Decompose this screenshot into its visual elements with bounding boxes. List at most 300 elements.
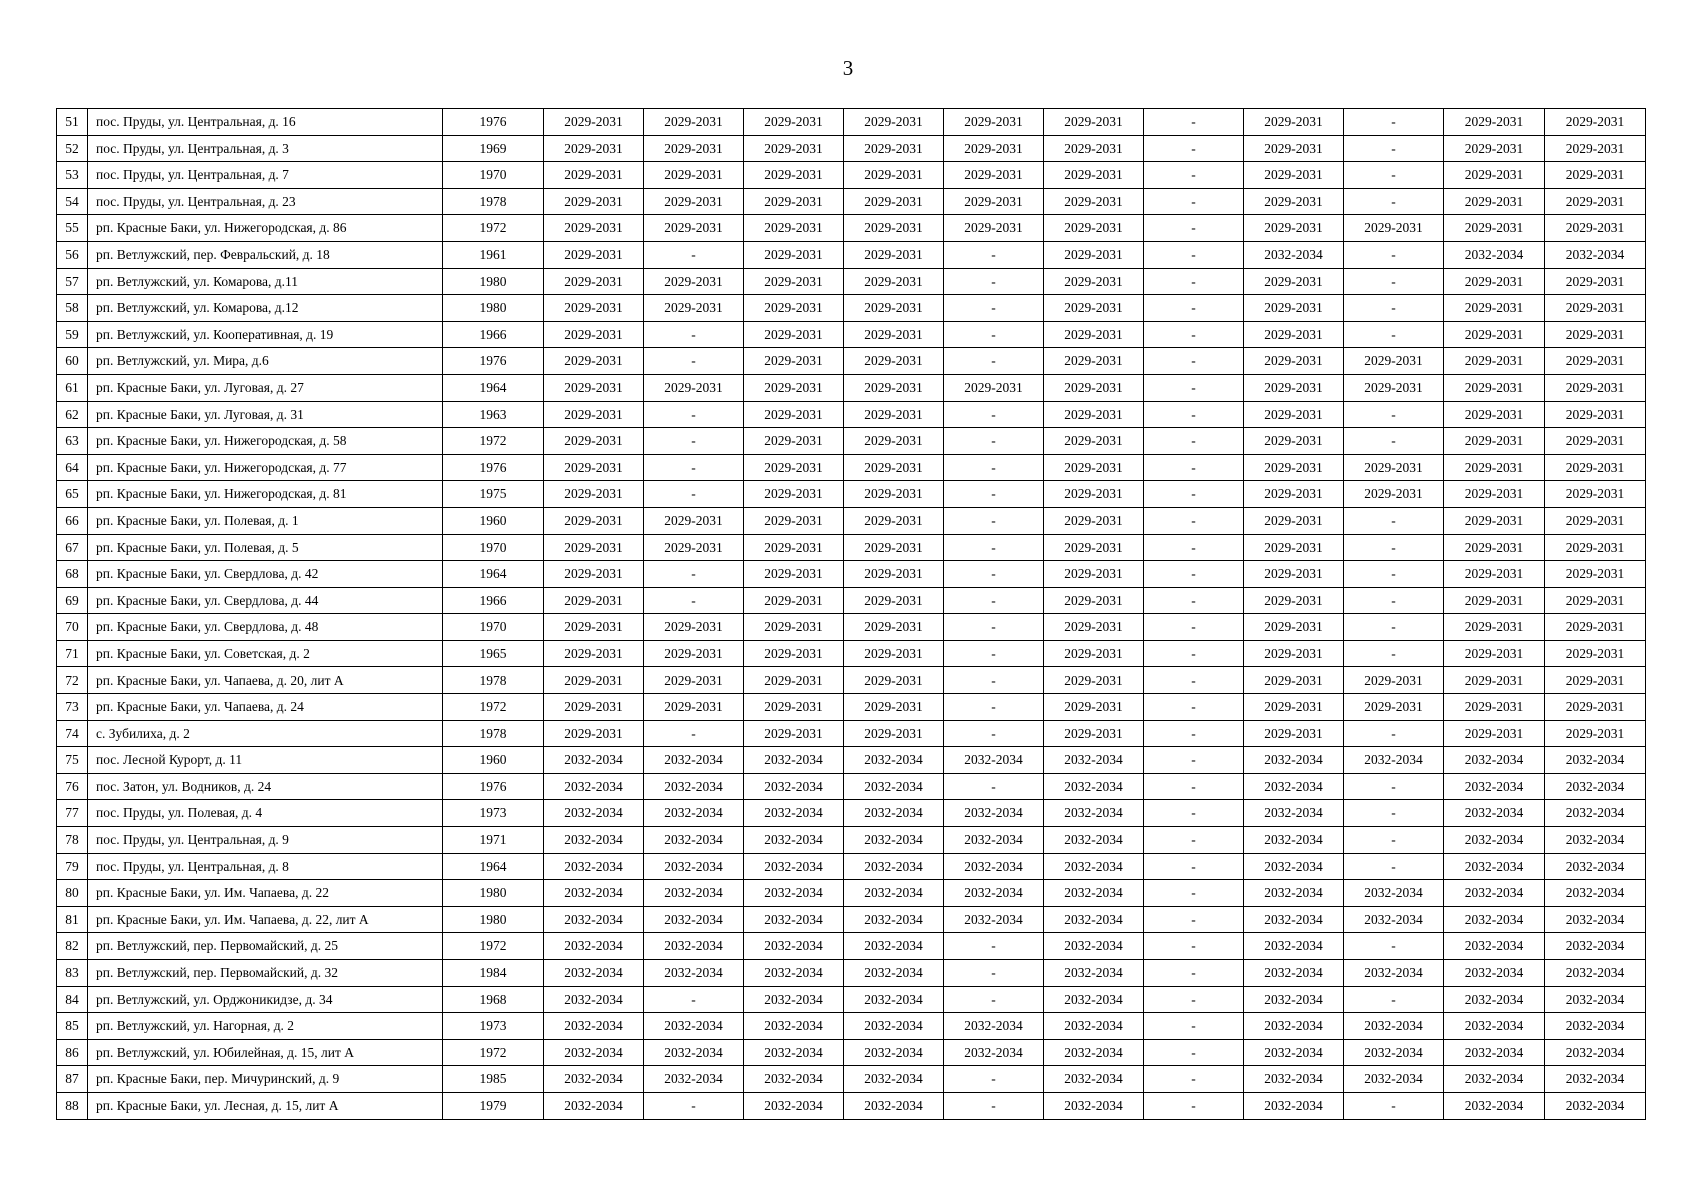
cell-build-year: 1964 xyxy=(443,853,544,880)
cell-build-year: 1969 xyxy=(443,135,544,162)
cell-period-10: 2032-2034 xyxy=(1444,241,1545,268)
cell-period-8: 2029-2031 xyxy=(1244,374,1344,401)
cell-period-4: 2029-2031 xyxy=(844,587,944,614)
table-row xyxy=(57,880,1646,907)
cell-period-9: - xyxy=(1344,827,1444,854)
cell-period-1: 2029-2031 xyxy=(544,348,644,375)
cell-period-7: - xyxy=(1144,295,1244,322)
cell-period-6: 2032-2034 xyxy=(1044,1066,1144,1093)
cell-period-6: 2032-2034 xyxy=(1044,1092,1144,1119)
cell-period-11: 2032-2034 xyxy=(1545,1013,1646,1040)
cell-address: рп. Красные Баки, ул. Им. Чапаева, д. 22, лит А xyxy=(88,906,443,933)
cell-build-year: 1980 xyxy=(443,295,544,322)
cell-period-10: 2032-2034 xyxy=(1444,1066,1545,1093)
cell-period-2: - xyxy=(644,986,744,1013)
cell-period-9: 2032-2034 xyxy=(1344,1039,1444,1066)
cell-period-4: 2029-2031 xyxy=(844,534,944,561)
cell-period-11: 2029-2031 xyxy=(1545,268,1646,295)
cell-period-3: 2029-2031 xyxy=(744,534,844,561)
cell-period-8: 2029-2031 xyxy=(1244,667,1344,694)
cell-period-2: - xyxy=(644,587,744,614)
table-row xyxy=(57,162,1646,189)
page-number: 3 xyxy=(842,56,854,80)
cell-period-7: - xyxy=(1144,215,1244,242)
cell-period-9: - xyxy=(1344,135,1444,162)
cell-period-2: 2032-2034 xyxy=(644,960,744,987)
cell-row-number: 53 xyxy=(57,162,88,189)
cell-period-3: 2029-2031 xyxy=(744,694,844,721)
table-row xyxy=(57,321,1646,348)
cell-period-7: - xyxy=(1144,827,1244,854)
cell-period-2: 2029-2031 xyxy=(644,614,744,641)
cell-period-5: - xyxy=(944,241,1044,268)
cell-period-8: 2032-2034 xyxy=(1244,827,1344,854)
cell-period-3: 2032-2034 xyxy=(744,1092,844,1119)
cell-period-6: 2029-2031 xyxy=(1044,614,1144,641)
cell-period-5: - xyxy=(944,481,1044,508)
cell-build-year: 1972 xyxy=(443,215,544,242)
table-row xyxy=(57,534,1646,561)
cell-period-11: 2029-2031 xyxy=(1545,694,1646,721)
cell-build-year: 1980 xyxy=(443,268,544,295)
table-row xyxy=(57,640,1646,667)
cell-address: рп. Красные Баки, ул. Свердлова, д. 48 xyxy=(88,614,443,641)
cell-period-7: - xyxy=(1144,135,1244,162)
cell-period-10: 2032-2034 xyxy=(1444,1013,1545,1040)
cell-period-11: 2032-2034 xyxy=(1545,241,1646,268)
cell-row-number: 55 xyxy=(57,215,88,242)
cell-address: пос. Пруды, ул. Центральная, д. 16 xyxy=(88,109,443,136)
cell-period-8: 2029-2031 xyxy=(1244,561,1344,588)
table-row xyxy=(57,374,1646,401)
cell-period-6: 2029-2031 xyxy=(1044,507,1144,534)
cell-period-3: 2029-2031 xyxy=(744,374,844,401)
cell-period-6: 2032-2034 xyxy=(1044,1013,1144,1040)
cell-period-8: 2029-2031 xyxy=(1244,188,1344,215)
cell-period-3: 2029-2031 xyxy=(744,720,844,747)
cell-period-4: 2029-2031 xyxy=(844,640,944,667)
cell-row-number: 88 xyxy=(57,1092,88,1119)
cell-period-10: 2032-2034 xyxy=(1444,827,1545,854)
cell-period-4: 2029-2031 xyxy=(844,667,944,694)
cell-period-2: 2032-2034 xyxy=(644,827,744,854)
cell-address: рп. Ветлужский, пер. Первомайский, д. 32 xyxy=(88,960,443,987)
cell-period-4: 2032-2034 xyxy=(844,986,944,1013)
cell-period-9: - xyxy=(1344,720,1444,747)
cell-period-10: 2032-2034 xyxy=(1444,773,1545,800)
cell-period-1: 2032-2034 xyxy=(544,853,644,880)
cell-period-6: 2029-2031 xyxy=(1044,188,1144,215)
cell-row-number: 85 xyxy=(57,1013,88,1040)
cell-period-8: 2032-2034 xyxy=(1244,986,1344,1013)
cell-period-10: 2029-2031 xyxy=(1444,614,1545,641)
cell-period-10: 2032-2034 xyxy=(1444,986,1545,1013)
cell-period-8: 2029-2031 xyxy=(1244,614,1344,641)
cell-address: рп. Красные Баки, ул. Нижегородская, д. 81 xyxy=(88,481,443,508)
cell-period-3: 2032-2034 xyxy=(744,1013,844,1040)
cell-period-7: - xyxy=(1144,401,1244,428)
cell-period-11: 2029-2031 xyxy=(1545,348,1646,375)
cell-build-year: 1963 xyxy=(443,401,544,428)
cell-build-year: 1976 xyxy=(443,454,544,481)
cell-period-4: 2032-2034 xyxy=(844,1013,944,1040)
cell-period-5: - xyxy=(944,1092,1044,1119)
cell-row-number: 64 xyxy=(57,454,88,481)
cell-row-number: 76 xyxy=(57,773,88,800)
table-row xyxy=(57,694,1646,721)
cell-row-number: 78 xyxy=(57,827,88,854)
cell-period-5: - xyxy=(944,534,1044,561)
cell-row-number: 58 xyxy=(57,295,88,322)
cell-period-8: 2029-2031 xyxy=(1244,507,1344,534)
cell-period-7: - xyxy=(1144,507,1244,534)
cell-period-4: 2029-2031 xyxy=(844,561,944,588)
cell-period-4: 2029-2031 xyxy=(844,401,944,428)
cell-build-year: 1965 xyxy=(443,640,544,667)
cell-period-5: 2029-2031 xyxy=(944,188,1044,215)
cell-row-number: 67 xyxy=(57,534,88,561)
cell-period-4: 2032-2034 xyxy=(844,800,944,827)
cell-period-8: 2032-2034 xyxy=(1244,960,1344,987)
cell-period-11: 2032-2034 xyxy=(1545,1066,1646,1093)
table-row xyxy=(57,986,1646,1013)
cell-address: рп. Красные Баки, ул. Нижегородская, д. 58 xyxy=(88,428,443,455)
cell-period-7: - xyxy=(1144,773,1244,800)
cell-period-11: 2029-2031 xyxy=(1545,295,1646,322)
cell-period-4: 2032-2034 xyxy=(844,1066,944,1093)
cell-build-year: 1968 xyxy=(443,986,544,1013)
cell-period-10: 2029-2031 xyxy=(1444,401,1545,428)
cell-period-5: - xyxy=(944,694,1044,721)
cell-period-3: 2032-2034 xyxy=(744,960,844,987)
cell-period-10: 2032-2034 xyxy=(1444,853,1545,880)
cell-build-year: 1970 xyxy=(443,162,544,189)
cell-build-year: 1960 xyxy=(443,507,544,534)
cell-period-1: 2032-2034 xyxy=(544,986,644,1013)
table-row xyxy=(57,268,1646,295)
cell-build-year: 1976 xyxy=(443,109,544,136)
cell-period-2: - xyxy=(644,481,744,508)
cell-build-year: 1970 xyxy=(443,614,544,641)
cell-row-number: 84 xyxy=(57,986,88,1013)
cell-period-3: 2029-2031 xyxy=(744,241,844,268)
table-row xyxy=(57,561,1646,588)
cell-period-11: 2032-2034 xyxy=(1545,747,1646,774)
cell-address: пос. Пруды, ул. Центральная, д. 23 xyxy=(88,188,443,215)
cell-period-1: 2032-2034 xyxy=(544,1013,644,1040)
cell-period-3: 2029-2031 xyxy=(744,481,844,508)
cell-period-10: 2029-2031 xyxy=(1444,215,1545,242)
cell-address: рп. Красные Баки, пер. Мичуринский, д. 9 xyxy=(88,1066,443,1093)
cell-row-number: 86 xyxy=(57,1039,88,1066)
cell-period-8: 2029-2031 xyxy=(1244,215,1344,242)
cell-period-10: 2029-2031 xyxy=(1444,640,1545,667)
cell-period-2: 2032-2034 xyxy=(644,773,744,800)
cell-address: рп. Ветлужский, ул. Орджоникидзе, д. 34 xyxy=(88,986,443,1013)
cell-build-year: 1978 xyxy=(443,720,544,747)
cell-period-11: 2029-2031 xyxy=(1545,374,1646,401)
cell-period-8: 2029-2031 xyxy=(1244,428,1344,455)
cell-period-3: 2032-2034 xyxy=(744,747,844,774)
cell-period-7: - xyxy=(1144,374,1244,401)
cell-period-7: - xyxy=(1144,853,1244,880)
cell-build-year: 1976 xyxy=(443,773,544,800)
cell-row-number: 69 xyxy=(57,587,88,614)
cell-row-number: 73 xyxy=(57,694,88,721)
cell-period-10: 2029-2031 xyxy=(1444,374,1545,401)
cell-period-6: 2029-2031 xyxy=(1044,241,1144,268)
cell-period-10: 2029-2031 xyxy=(1444,109,1545,136)
cell-period-10: 2032-2034 xyxy=(1444,933,1545,960)
cell-period-7: - xyxy=(1144,321,1244,348)
cell-period-2: 2029-2031 xyxy=(644,188,744,215)
cell-period-2: 2029-2031 xyxy=(644,162,744,189)
cell-period-11: 2032-2034 xyxy=(1545,880,1646,907)
cell-period-2: - xyxy=(644,321,744,348)
table-row xyxy=(57,1013,1646,1040)
cell-period-7: - xyxy=(1144,694,1244,721)
cell-period-5: 2032-2034 xyxy=(944,800,1044,827)
cell-period-11: 2032-2034 xyxy=(1545,960,1646,987)
cell-row-number: 75 xyxy=(57,747,88,774)
cell-period-2: 2032-2034 xyxy=(644,747,744,774)
cell-period-5: - xyxy=(944,640,1044,667)
cell-period-8: 2032-2034 xyxy=(1244,1013,1344,1040)
table-row xyxy=(57,747,1646,774)
cell-period-3: 2029-2031 xyxy=(744,215,844,242)
cell-row-number: 56 xyxy=(57,241,88,268)
cell-period-1: 2032-2034 xyxy=(544,800,644,827)
cell-period-8: 2029-2031 xyxy=(1244,534,1344,561)
cell-address: рп. Красные Баки, ул. Свердлова, д. 44 xyxy=(88,587,443,614)
cell-period-2: 2032-2034 xyxy=(644,800,744,827)
cell-period-2: 2029-2031 xyxy=(644,215,744,242)
cell-period-5: - xyxy=(944,960,1044,987)
cell-period-3: 2029-2031 xyxy=(744,295,844,322)
cell-period-1: 2029-2031 xyxy=(544,428,644,455)
cell-build-year: 1966 xyxy=(443,587,544,614)
cell-build-year: 1966 xyxy=(443,321,544,348)
cell-period-1: 2029-2031 xyxy=(544,109,644,136)
cell-build-year: 1972 xyxy=(443,428,544,455)
cell-period-1: 2029-2031 xyxy=(544,640,644,667)
cell-period-7: - xyxy=(1144,1039,1244,1066)
cell-period-5: - xyxy=(944,348,1044,375)
cell-period-9: 2032-2034 xyxy=(1344,747,1444,774)
cell-period-2: 2029-2031 xyxy=(644,135,744,162)
cell-period-8: 2032-2034 xyxy=(1244,880,1344,907)
cell-period-3: 2029-2031 xyxy=(744,587,844,614)
cell-period-9: - xyxy=(1344,614,1444,641)
cell-period-3: 2029-2031 xyxy=(744,428,844,455)
cell-address: с. Зубилиха, д. 2 xyxy=(88,720,443,747)
cell-period-4: 2029-2031 xyxy=(844,694,944,721)
cell-period-7: - xyxy=(1144,1066,1244,1093)
cell-build-year: 1961 xyxy=(443,241,544,268)
cell-period-5: - xyxy=(944,614,1044,641)
cell-period-4: 2029-2031 xyxy=(844,348,944,375)
table-row xyxy=(57,241,1646,268)
cell-period-2: - xyxy=(644,561,744,588)
table-row xyxy=(57,428,1646,455)
cell-period-4: 2032-2034 xyxy=(844,906,944,933)
cell-build-year: 1979 xyxy=(443,1092,544,1119)
cell-period-4: 2029-2031 xyxy=(844,109,944,136)
cell-row-number: 74 xyxy=(57,720,88,747)
cell-period-1: 2029-2031 xyxy=(544,162,644,189)
cell-row-number: 68 xyxy=(57,561,88,588)
cell-period-6: 2032-2034 xyxy=(1044,986,1144,1013)
cell-period-7: - xyxy=(1144,534,1244,561)
table-row xyxy=(57,587,1646,614)
cell-period-6: 2029-2031 xyxy=(1044,268,1144,295)
cell-period-10: 2029-2031 xyxy=(1444,481,1545,508)
cell-period-11: 2032-2034 xyxy=(1545,1092,1646,1119)
cell-period-3: 2032-2034 xyxy=(744,986,844,1013)
cell-period-9: - xyxy=(1344,321,1444,348)
cell-address: рп. Ветлужский, ул. Юбилейная, д. 15, лит А xyxy=(88,1039,443,1066)
cell-period-4: 2029-2031 xyxy=(844,135,944,162)
cell-period-8: 2032-2034 xyxy=(1244,773,1344,800)
cell-period-1: 2029-2031 xyxy=(544,241,644,268)
cell-period-1: 2029-2031 xyxy=(544,561,644,588)
cell-period-11: 2032-2034 xyxy=(1545,800,1646,827)
cell-period-1: 2032-2034 xyxy=(544,773,644,800)
cell-period-9: - xyxy=(1344,268,1444,295)
cell-period-4: 2032-2034 xyxy=(844,853,944,880)
table-row xyxy=(57,720,1646,747)
table-row xyxy=(57,960,1646,987)
cell-period-1: 2029-2031 xyxy=(544,188,644,215)
cell-period-5: - xyxy=(944,773,1044,800)
cell-period-2: 2032-2034 xyxy=(644,933,744,960)
cell-period-9: - xyxy=(1344,933,1444,960)
table-row xyxy=(57,401,1646,428)
cell-period-10: 2032-2034 xyxy=(1444,960,1545,987)
cell-address: рп. Ветлужский, ул. Комарова, д.12 xyxy=(88,295,443,322)
cell-period-11: 2029-2031 xyxy=(1545,481,1646,508)
table-row xyxy=(57,853,1646,880)
cell-period-8: 2029-2031 xyxy=(1244,109,1344,136)
cell-period-2: - xyxy=(644,241,744,268)
cell-period-7: - xyxy=(1144,986,1244,1013)
cell-period-6: 2032-2034 xyxy=(1044,827,1144,854)
cell-period-3: 2029-2031 xyxy=(744,321,844,348)
table-body xyxy=(57,109,1646,1120)
cell-period-2: - xyxy=(644,428,744,455)
cell-period-8: 2029-2031 xyxy=(1244,481,1344,508)
table-row xyxy=(57,906,1646,933)
cell-address: рп. Ветлужский, пер. Февральский, д. 18 xyxy=(88,241,443,268)
cell-address: пос. Пруды, ул. Полевая, д. 4 xyxy=(88,800,443,827)
cell-period-4: 2029-2031 xyxy=(844,481,944,508)
cell-period-8: 2032-2034 xyxy=(1244,241,1344,268)
cell-period-11: 2029-2031 xyxy=(1545,587,1646,614)
table-row xyxy=(57,773,1646,800)
cell-row-number: 87 xyxy=(57,1066,88,1093)
cell-address: пос. Пруды, ул. Центральная, д. 7 xyxy=(88,162,443,189)
cell-period-7: - xyxy=(1144,720,1244,747)
cell-period-1: 2032-2034 xyxy=(544,906,644,933)
cell-period-8: 2029-2031 xyxy=(1244,162,1344,189)
cell-period-6: 2029-2031 xyxy=(1044,135,1144,162)
cell-period-5: - xyxy=(944,587,1044,614)
cell-row-number: 63 xyxy=(57,428,88,455)
cell-period-7: - xyxy=(1144,667,1244,694)
cell-period-2: 2032-2034 xyxy=(644,1013,744,1040)
cell-period-5: 2032-2034 xyxy=(944,1039,1044,1066)
cell-period-4: 2032-2034 xyxy=(844,880,944,907)
cell-period-5: - xyxy=(944,986,1044,1013)
cell-row-number: 65 xyxy=(57,481,88,508)
cell-period-8: 2032-2034 xyxy=(1244,906,1344,933)
cell-period-5: - xyxy=(944,507,1044,534)
cell-build-year: 1973 xyxy=(443,800,544,827)
cell-build-year: 1972 xyxy=(443,694,544,721)
cell-period-9: - xyxy=(1344,986,1444,1013)
buildings-table xyxy=(56,108,1646,1120)
cell-period-6: 2032-2034 xyxy=(1044,853,1144,880)
cell-period-1: 2032-2034 xyxy=(544,827,644,854)
cell-address: рп. Ветлужский, пер. Первомайский, д. 25 xyxy=(88,933,443,960)
cell-build-year: 1960 xyxy=(443,747,544,774)
cell-build-year: 1964 xyxy=(443,374,544,401)
cell-period-3: 2029-2031 xyxy=(744,135,844,162)
cell-period-6: 2029-2031 xyxy=(1044,534,1144,561)
cell-period-8: 2032-2034 xyxy=(1244,1066,1344,1093)
cell-period-1: 2029-2031 xyxy=(544,295,644,322)
cell-period-11: 2029-2031 xyxy=(1545,720,1646,747)
table-row xyxy=(57,1092,1646,1119)
table-row xyxy=(57,295,1646,322)
cell-period-8: 2029-2031 xyxy=(1244,295,1344,322)
cell-period-11: 2029-2031 xyxy=(1545,640,1646,667)
cell-period-10: 2029-2031 xyxy=(1444,561,1545,588)
cell-address: рп. Красные Баки, ул. Лесная, д. 15, лит А xyxy=(88,1092,443,1119)
cell-period-5: 2032-2034 xyxy=(944,827,1044,854)
cell-period-10: 2029-2031 xyxy=(1444,162,1545,189)
cell-period-10: 2029-2031 xyxy=(1444,188,1545,215)
cell-period-9: - xyxy=(1344,1092,1444,1119)
cell-build-year: 1972 xyxy=(443,1039,544,1066)
cell-row-number: 77 xyxy=(57,800,88,827)
cell-period-9: 2032-2034 xyxy=(1344,906,1444,933)
cell-build-year: 1984 xyxy=(443,960,544,987)
cell-period-5: - xyxy=(944,667,1044,694)
cell-build-year: 1976 xyxy=(443,348,544,375)
cell-row-number: 54 xyxy=(57,188,88,215)
cell-period-3: 2029-2031 xyxy=(744,109,844,136)
cell-period-11: 2032-2034 xyxy=(1545,827,1646,854)
cell-period-9: - xyxy=(1344,800,1444,827)
cell-period-4: 2029-2031 xyxy=(844,454,944,481)
cell-period-8: 2029-2031 xyxy=(1244,135,1344,162)
cell-period-3: 2029-2031 xyxy=(744,401,844,428)
cell-period-2: 2029-2031 xyxy=(644,507,744,534)
cell-period-1: 2032-2034 xyxy=(544,1039,644,1066)
cell-period-6: 2029-2031 xyxy=(1044,401,1144,428)
table-row xyxy=(57,215,1646,242)
cell-period-11: 2032-2034 xyxy=(1545,773,1646,800)
cell-period-11: 2029-2031 xyxy=(1545,401,1646,428)
cell-period-4: 2029-2031 xyxy=(844,268,944,295)
cell-period-3: 2029-2031 xyxy=(744,348,844,375)
cell-period-7: - xyxy=(1144,1092,1244,1119)
table-row xyxy=(57,454,1646,481)
cell-period-10: 2032-2034 xyxy=(1444,906,1545,933)
cell-period-1: 2032-2034 xyxy=(544,933,644,960)
cell-build-year: 1964 xyxy=(443,561,544,588)
